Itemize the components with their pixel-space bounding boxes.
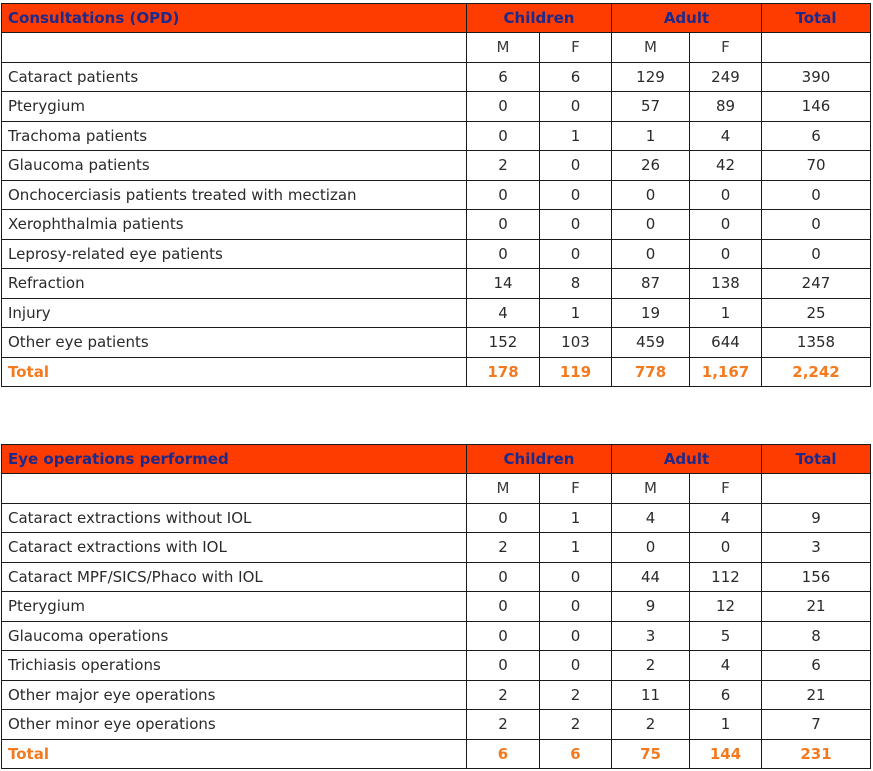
children-female-cell: 1 (540, 298, 612, 328)
children-female-cell: 6 (540, 62, 612, 92)
children-female-cell: 1 (540, 533, 612, 563)
total-column-header: Total (762, 445, 871, 474)
row-label: Cataract MPF/SICS/Phaco with IOL (2, 562, 467, 592)
row-label: Trachoma patients (2, 121, 467, 151)
adult-male-cell: 129 (612, 62, 690, 92)
row-label: Onchocerciasis patients treated with mectizan (2, 180, 467, 210)
total-row (2, 739, 871, 769)
row-label: Other minor eye operations (2, 710, 467, 740)
children-male-cell: 2 (467, 680, 540, 710)
total-adult-male-cell: 778 (612, 357, 690, 387)
female-subheader: F (690, 474, 762, 504)
total-adult-female-cell: 1,167 (690, 357, 762, 387)
table-row (2, 239, 871, 269)
total-cell: 6 (762, 121, 871, 151)
children-male-cell: 0 (467, 621, 540, 651)
children-male-cell: 0 (467, 239, 540, 269)
total-cell: 3 (762, 533, 871, 563)
total-children-female-cell: 119 (540, 357, 612, 387)
children-male-cell: 2 (467, 151, 540, 181)
empty-cell (762, 474, 871, 504)
children-female-cell: 0 (540, 621, 612, 651)
table-row (2, 151, 871, 181)
row-label: Other eye patients (2, 328, 467, 358)
total-cell: 1358 (762, 328, 871, 358)
operations-table (1, 444, 871, 769)
table-row (2, 651, 871, 681)
adult-male-cell: 9 (612, 592, 690, 622)
table-row (2, 92, 871, 122)
adult-female-cell: 1 (690, 710, 762, 740)
total-cell: 0 (762, 239, 871, 269)
adult-male-cell: 11 (612, 680, 690, 710)
table-row (2, 533, 871, 563)
adult-male-cell: 459 (612, 328, 690, 358)
children-female-cell: 0 (540, 151, 612, 181)
children-male-cell: 0 (467, 562, 540, 592)
total-children-female-cell: 6 (540, 739, 612, 769)
female-subheader: F (690, 33, 762, 63)
row-label: Glaucoma patients (2, 151, 467, 181)
total-cell: 9 (762, 503, 871, 533)
adult-female-cell: 6 (690, 680, 762, 710)
adult-female-cell: 12 (690, 592, 762, 622)
table-title: Consultations (OPD) (2, 4, 467, 33)
adult-male-cell: 44 (612, 562, 690, 592)
adult-male-cell: 3 (612, 621, 690, 651)
adult-female-cell: 249 (690, 62, 762, 92)
row-label: Cataract extractions without IOL (2, 503, 467, 533)
adult-female-cell: 0 (690, 239, 762, 269)
total-cell: 25 (762, 298, 871, 328)
total-cell: 247 (762, 269, 871, 299)
children-female-cell: 1 (540, 121, 612, 151)
male-subheader: M (612, 474, 690, 504)
adult-female-cell: 4 (690, 121, 762, 151)
children-female-cell: 0 (540, 651, 612, 681)
adult-female-cell: 0 (690, 180, 762, 210)
adult-male-cell: 2 (612, 710, 690, 740)
row-label: Other major eye operations (2, 680, 467, 710)
row-label: Cataract extractions with IOL (2, 533, 467, 563)
row-label: Trichiasis operations (2, 651, 467, 681)
total-cell: 21 (762, 592, 871, 622)
table-row (2, 328, 871, 358)
total-total-cell: 2,242 (762, 357, 871, 387)
total-cell: 156 (762, 562, 871, 592)
table-row (2, 210, 871, 240)
row-label: Pterygium (2, 92, 467, 122)
children-female-cell: 0 (540, 239, 612, 269)
table-row (2, 298, 871, 328)
children-female-cell: 8 (540, 269, 612, 299)
consultations-table (1, 3, 871, 387)
table-row (2, 62, 871, 92)
table-title: Eye operations performed (2, 445, 467, 474)
empty-cell (762, 33, 871, 63)
adult-female-cell: 0 (690, 533, 762, 563)
row-label: Pterygium (2, 592, 467, 622)
total-cell: 6 (762, 651, 871, 681)
children-male-cell: 14 (467, 269, 540, 299)
total-cell: 21 (762, 680, 871, 710)
adult-male-cell: 1 (612, 121, 690, 151)
total-cell: 7 (762, 710, 871, 740)
table-row (2, 269, 871, 299)
children-column-header: Children (467, 445, 612, 474)
adult-male-cell: 4 (612, 503, 690, 533)
children-male-cell: 0 (467, 503, 540, 533)
table-header-row (2, 4, 871, 33)
adult-female-cell: 4 (690, 503, 762, 533)
total-cell: 8 (762, 621, 871, 651)
children-male-cell: 0 (467, 651, 540, 681)
table-row (2, 121, 871, 151)
children-female-cell: 0 (540, 92, 612, 122)
row-label: Injury (2, 298, 467, 328)
table-row (2, 180, 871, 210)
children-male-cell: 0 (467, 592, 540, 622)
female-subheader: F (540, 474, 612, 504)
children-male-cell: 0 (467, 92, 540, 122)
adult-female-cell: 42 (690, 151, 762, 181)
adult-female-cell: 112 (690, 562, 762, 592)
row-label: Xerophthalmia patients (2, 210, 467, 240)
adult-female-cell: 0 (690, 210, 762, 240)
row-label: Leprosy-related eye patients (2, 239, 467, 269)
total-adult-male-cell: 75 (612, 739, 690, 769)
children-male-cell: 0 (467, 121, 540, 151)
adult-female-cell: 644 (690, 328, 762, 358)
total-cell: 0 (762, 210, 871, 240)
children-female-cell: 0 (540, 180, 612, 210)
female-subheader: F (540, 33, 612, 63)
table-row (2, 680, 871, 710)
children-male-cell: 2 (467, 710, 540, 740)
adult-male-cell: 87 (612, 269, 690, 299)
total-total-cell: 231 (762, 739, 871, 769)
table-row (2, 621, 871, 651)
adult-male-cell: 57 (612, 92, 690, 122)
row-label: Cataract patients (2, 62, 467, 92)
adult-male-cell: 19 (612, 298, 690, 328)
adult-female-cell: 138 (690, 269, 762, 299)
table-row (2, 710, 871, 740)
total-cell: 0 (762, 180, 871, 210)
adult-male-cell: 0 (612, 239, 690, 269)
table-row (2, 562, 871, 592)
children-male-cell: 0 (467, 210, 540, 240)
sex-subheader-row (2, 33, 871, 63)
adult-female-cell: 89 (690, 92, 762, 122)
children-female-cell: 0 (540, 210, 612, 240)
adult-column-header: Adult (612, 4, 762, 33)
adult-male-cell: 0 (612, 180, 690, 210)
table-row (2, 503, 871, 533)
children-column-header: Children (467, 4, 612, 33)
row-label: Refraction (2, 269, 467, 299)
children-female-cell: 2 (540, 710, 612, 740)
adult-male-cell: 0 (612, 533, 690, 563)
children-male-cell: 4 (467, 298, 540, 328)
empty-cell (2, 474, 467, 504)
children-female-cell: 2 (540, 680, 612, 710)
adult-female-cell: 5 (690, 621, 762, 651)
children-female-cell: 0 (540, 562, 612, 592)
table-row (2, 592, 871, 622)
children-male-cell: 2 (467, 533, 540, 563)
adult-female-cell: 1 (690, 298, 762, 328)
male-subheader: M (467, 474, 540, 504)
adult-male-cell: 0 (612, 210, 690, 240)
total-cell: 390 (762, 62, 871, 92)
adult-male-cell: 2 (612, 651, 690, 681)
total-row (2, 357, 871, 387)
male-subheader: M (467, 33, 540, 63)
total-cell: 70 (762, 151, 871, 181)
adult-male-cell: 26 (612, 151, 690, 181)
total-column-header: Total (762, 4, 871, 33)
children-male-cell: 0 (467, 180, 540, 210)
sex-subheader-row (2, 474, 871, 504)
adult-column-header: Adult (612, 445, 762, 474)
children-female-cell: 1 (540, 503, 612, 533)
total-adult-female-cell: 144 (690, 739, 762, 769)
empty-cell (2, 33, 467, 63)
table-header-row (2, 445, 871, 474)
total-cell: 146 (762, 92, 871, 122)
total-children-male-cell: 178 (467, 357, 540, 387)
total-children-male-cell: 6 (467, 739, 540, 769)
total-label: Total (2, 357, 467, 387)
male-subheader: M (612, 33, 690, 63)
children-female-cell: 103 (540, 328, 612, 358)
children-male-cell: 6 (467, 62, 540, 92)
children-female-cell: 0 (540, 592, 612, 622)
children-male-cell: 152 (467, 328, 540, 358)
row-label: Glaucoma operations (2, 621, 467, 651)
adult-female-cell: 4 (690, 651, 762, 681)
total-label: Total (2, 739, 467, 769)
